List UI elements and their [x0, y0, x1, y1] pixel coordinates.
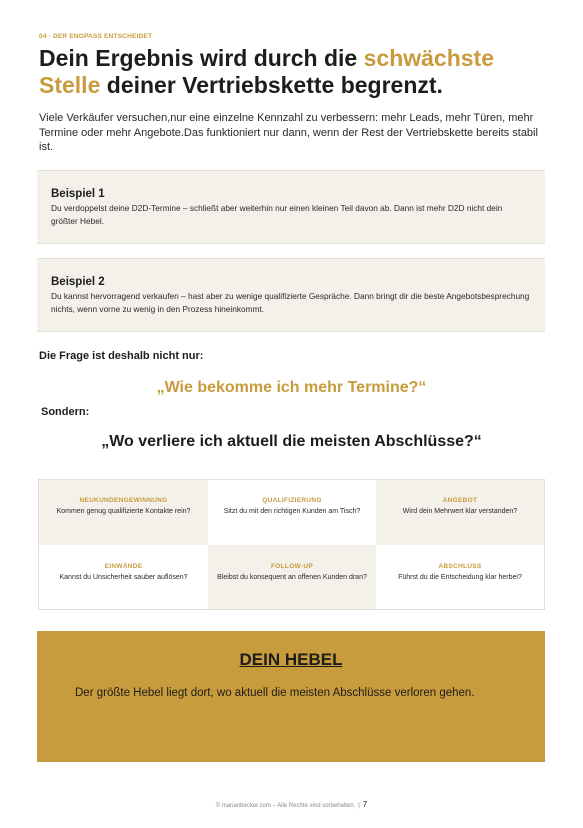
example-box-2	[37, 258, 545, 332]
page-number: 7	[362, 800, 368, 809]
section-eyebrow: 04 · DER ENGPASS ENTSCHEIDET	[39, 33, 153, 40]
grid-cell-question: Führst du die Entscheidung klar herbei?	[398, 574, 522, 581]
grid-cell-title: ABSCHLUSS	[438, 563, 482, 570]
headline-part-1: Dein Ergebnis wird durch die	[39, 45, 364, 71]
example-title: Beispiel 2	[51, 276, 105, 288]
grid-cell-title: QUALIFIZIERUNG	[262, 497, 322, 504]
example-body: Du kannst hervorragend verkaufen – hast aber zu wenige qualifizierte Gespräche. Dann bringt dir die beste Angebotsbesprechung nichts, wenn vorne zu wenig in den Prozess hineinkommt.	[51, 291, 530, 314]
headline-part-2: deiner Vertriebskette begrenzt.	[100, 72, 443, 98]
grid-cell-question: Bleibst du konsequent an offenen Kunden dran?	[217, 574, 367, 581]
grid-cell-title: NEUKUNDENGEWINNUNG	[79, 497, 168, 504]
grid-cell-title: FOLLOW-UP	[271, 563, 313, 570]
grid-cell-angebot	[376, 480, 544, 545]
grid-cell-abschluss	[376, 545, 544, 609]
instead-label: Sondern:	[41, 406, 90, 418]
footer-copyright: © marianbecker.com – Alle Rechte sind vorbehalten.	[215, 803, 356, 809]
lever-callout-box	[37, 631, 545, 762]
page-headline	[39, 45, 549, 99]
headline-highlight: schwächste Stelle	[39, 45, 495, 98]
question-lead: Die Frage ist deshalb nicht nur:	[39, 350, 204, 362]
grid-cell-qualifizierung	[208, 480, 376, 545]
grid-cell-neukundengewinnung	[39, 480, 208, 545]
example-box-1	[37, 170, 545, 244]
quote-more-appointments: „Wie bekomme ich mehr Termine?“	[156, 379, 427, 396]
quote-lost-deals: „Wo verliere ich aktuell die meisten Abschlüsse?“	[101, 433, 482, 450]
example-title: Beispiel 1	[51, 188, 105, 200]
grid-cell-follow-up	[208, 545, 376, 609]
lever-text: Der größte Hebel liegt dort, wo aktuell die meisten Abschlüsse verloren gehen.	[75, 687, 475, 699]
grid-cell-question: Wird dein Mehrwert klar verstanden?	[402, 508, 518, 515]
grid-cell-einwaende	[39, 545, 208, 609]
grid-cell-title: ANGEBOT	[442, 497, 478, 504]
grid-cell-title: EINWÄNDE	[104, 563, 143, 570]
lever-title: DEIN HEBEL	[239, 650, 343, 669]
intro-paragraph: Viele Verkäufer versuchen,nur eine einzelne Kennzahl zu verbessern: mehr Leads, mehr Türen, mehr Termine oder mehr Angebote.Das funktioniert nur dann, wenn der Rest der Vertriebskette bereits stabil ist.	[39, 112, 538, 153]
page-footer	[0, 800, 583, 809]
grid-cell-question: Kannst du Unsicherheit sauber auflösen?	[59, 574, 188, 581]
sales-chain-grid	[38, 479, 545, 610]
footer-separator: |	[358, 803, 360, 809]
grid-cell-question: Sitzt du mit den richtigen Kunden am Tisch?	[223, 508, 361, 515]
grid-cell-question: Kommen genug qualifizierte Kontakte rein?	[56, 508, 191, 515]
example-body: Du verdoppelst deine D2D-Termine – schließt aber weiterhin nur einen kleinen Teil davon ab. Dann ist mehr D2D nicht dein größter Hebel.	[51, 203, 503, 226]
